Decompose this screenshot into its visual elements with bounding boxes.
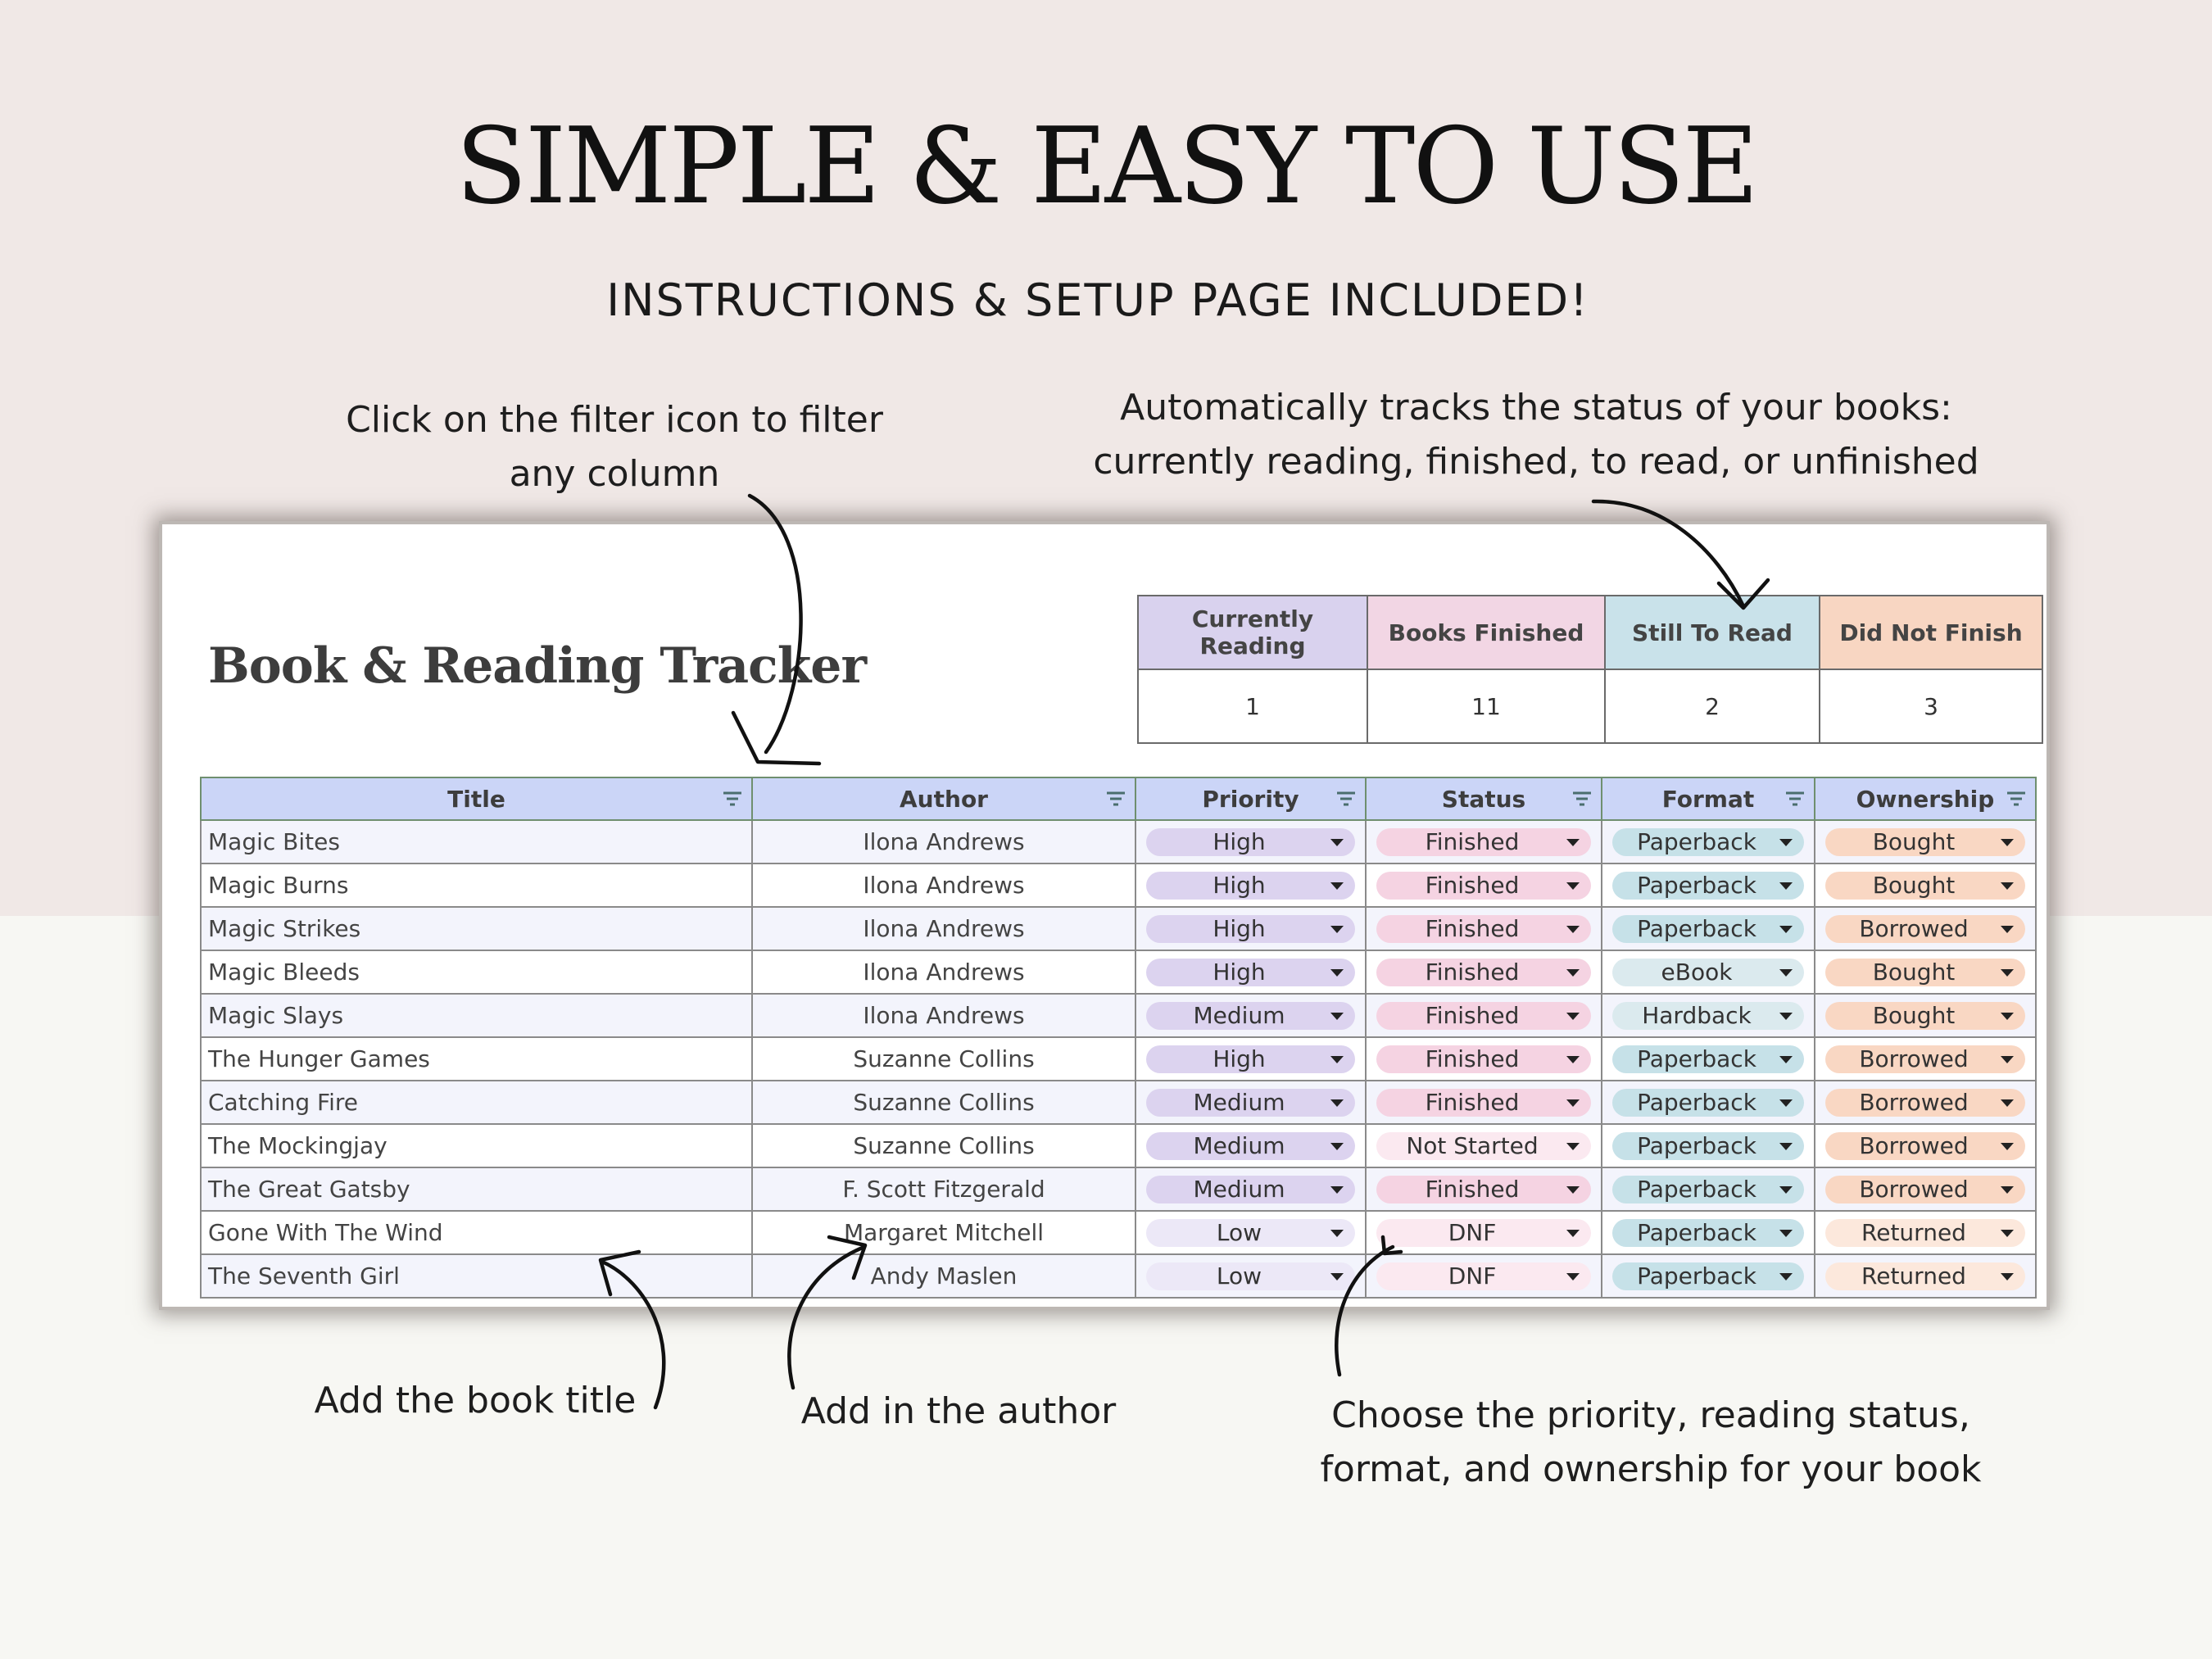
format-cell <box>1602 1167 1815 1211</box>
ownership-value: Returned <box>1861 1218 1966 1246</box>
format-value: Paperback <box>1637 1218 1756 1246</box>
ownership-cell <box>1815 994 2036 1037</box>
title-cell[interactable]: Magic Bites <box>201 820 752 863</box>
filter-annotation-line2: any column <box>509 453 720 495</box>
caret-down-icon <box>2001 926 2014 933</box>
priority-dropdown[interactable] <box>1146 959 1355 986</box>
priority-value: Low <box>1216 1218 1262 1246</box>
ownership-cell <box>1815 1211 2036 1254</box>
ownership-value: Bought <box>1872 871 1956 899</box>
author-cell[interactable]: F. Scott Fitzgerald <box>752 1167 1135 1211</box>
ownership-value: Borrowed <box>1859 1131 1969 1159</box>
caret-down-icon <box>1779 1186 1793 1194</box>
priority-value: High <box>1213 1045 1266 1072</box>
caret-down-icon <box>2001 969 2014 977</box>
table-row <box>201 863 2036 907</box>
priority-value: High <box>1213 827 1266 855</box>
priority-value: Medium <box>1193 1088 1285 1116</box>
caret-down-icon <box>2001 1273 2014 1281</box>
status-dropdown[interactable] <box>1376 1262 1591 1290</box>
ownership-value: Bought <box>1872 958 1956 986</box>
status-dropdown[interactable] <box>1376 1002 1591 1030</box>
ownership-dropdown[interactable] <box>1825 1002 2025 1030</box>
title-cell[interactable]: Magic Slays <box>201 994 752 1037</box>
caret-down-icon <box>1566 1056 1580 1063</box>
priority-cell <box>1135 1254 1366 1298</box>
author-cell[interactable]: Ilona Andrews <box>752 994 1135 1037</box>
ownership-cell <box>1815 1167 2036 1211</box>
choose-annotation-line1: Choose the priority, reading status, <box>1331 1394 1970 1436</box>
status-dropdown[interactable] <box>1376 959 1591 986</box>
format-dropdown[interactable] <box>1612 1089 1804 1117</box>
status-value: Finished <box>1425 958 1520 986</box>
status-value: Not Started <box>1406 1131 1539 1159</box>
format-value: Hardback <box>1642 1001 1752 1029</box>
table-row <box>201 994 2036 1037</box>
title-cell[interactable]: The Mockingjay <box>201 1124 752 1167</box>
format-value: Paperback <box>1637 1045 1756 1072</box>
status-cell <box>1366 994 1602 1037</box>
headline: SIMPLE & EASY TO USE <box>456 106 1756 228</box>
table-row <box>201 820 2036 863</box>
author-cell[interactable]: Suzanne Collins <box>752 1037 1135 1081</box>
format-value: Paperback <box>1637 1175 1756 1203</box>
title-cell[interactable]: The Hunger Games <box>201 1037 752 1081</box>
table-body <box>201 820 2036 1298</box>
priority-cell <box>1135 994 1366 1037</box>
table-row <box>201 1254 2036 1298</box>
status-value: Finished <box>1425 1175 1520 1203</box>
format-dropdown[interactable] <box>1612 1262 1804 1290</box>
summary-value-still-to-read: 2 <box>1605 669 1820 743</box>
priority-dropdown[interactable] <box>1146 1176 1355 1203</box>
format-cell <box>1602 1037 1815 1081</box>
format-value: Paperback <box>1637 1131 1756 1159</box>
summary-value-did-not-finish: 3 <box>1820 669 2042 743</box>
priority-dropdown[interactable] <box>1146 828 1355 856</box>
caret-down-icon <box>1779 926 1793 933</box>
priority-cell <box>1135 1211 1366 1254</box>
caret-down-icon <box>1779 969 1793 977</box>
priority-value: Medium <box>1193 1001 1285 1029</box>
format-dropdown[interactable] <box>1612 872 1804 900</box>
filter-icon[interactable] <box>1105 790 1126 808</box>
filter-icon[interactable] <box>2006 790 2027 808</box>
status-value: Finished <box>1425 1088 1520 1116</box>
caret-down-icon <box>1779 839 1793 846</box>
caret-down-icon <box>1330 1273 1344 1281</box>
ownership-value: Bought <box>1872 827 1956 855</box>
spreadsheet-panel <box>162 524 2047 1307</box>
column-header-priority <box>1135 777 1366 820</box>
book-table <box>200 777 2037 1299</box>
status-value: Finished <box>1425 871 1520 899</box>
table-row <box>201 950 2036 994</box>
status-cell <box>1366 1254 1602 1298</box>
caret-down-icon <box>1566 1099 1580 1107</box>
author-cell[interactable]: Ilona Andrews <box>752 950 1135 994</box>
format-value: Paperback <box>1637 1262 1756 1290</box>
status-cell <box>1366 820 1602 863</box>
ownership-cell <box>1815 1254 2036 1298</box>
table-row <box>201 1037 2036 1081</box>
caret-down-icon <box>1330 1013 1344 1020</box>
author-cell[interactable]: Ilona Andrews <box>752 907 1135 950</box>
priority-dropdown[interactable] <box>1146 1045 1355 1073</box>
format-dropdown[interactable] <box>1612 959 1804 986</box>
caret-down-icon <box>1330 839 1344 846</box>
filter-annotation <box>311 393 918 501</box>
priority-cell <box>1135 1037 1366 1081</box>
ownership-value: Borrowed <box>1859 914 1969 942</box>
summary-value-currently-reading: 1 <box>1138 669 1367 743</box>
format-cell <box>1602 820 1815 863</box>
format-cell <box>1602 863 1815 907</box>
ownership-cell <box>1815 950 2036 994</box>
filter-icon[interactable] <box>1335 790 1357 808</box>
status-cell <box>1366 907 1602 950</box>
format-value: Paperback <box>1637 1088 1756 1116</box>
title-cell[interactable]: Magic Bleeds <box>201 950 752 994</box>
title-cell[interactable]: The Great Gatsby <box>201 1167 752 1211</box>
filter-icon[interactable] <box>1571 790 1593 808</box>
priority-value: Low <box>1216 1262 1262 1290</box>
caret-down-icon <box>1330 1143 1344 1150</box>
status-dropdown[interactable] <box>1376 1176 1591 1203</box>
priority-dropdown[interactable] <box>1146 915 1355 943</box>
author-cell[interactable]: Suzanne Collins <box>752 1081 1135 1124</box>
summary-label-still-to-read: Still To Read <box>1605 596 1820 669</box>
priority-cell <box>1135 863 1366 907</box>
ownership-dropdown[interactable] <box>1825 1176 2025 1203</box>
caret-down-icon <box>1566 1186 1580 1194</box>
status-value: DNF <box>1448 1218 1497 1246</box>
summary-table <box>1137 595 2043 744</box>
status-dropdown[interactable] <box>1376 1045 1591 1073</box>
ownership-dropdown[interactable] <box>1825 915 2025 943</box>
priority-cell <box>1135 950 1366 994</box>
priority-dropdown[interactable] <box>1146 1002 1355 1030</box>
format-dropdown[interactable] <box>1612 1002 1804 1030</box>
priority-cell <box>1135 1167 1366 1211</box>
table-row <box>201 907 2036 950</box>
column-header-title <box>201 777 752 820</box>
author-cell[interactable]: Andy Maslen <box>752 1254 1135 1298</box>
status-value: Finished <box>1425 1045 1520 1072</box>
caret-down-icon <box>1566 1143 1580 1150</box>
table-header-row <box>201 777 2036 820</box>
format-cell <box>1602 1081 1815 1124</box>
priority-cell <box>1135 1124 1366 1167</box>
choose-annotation <box>1294 1389 2007 1497</box>
caret-down-icon <box>1330 1056 1344 1063</box>
subheadline: INSTRUCTIONS & SETUP PAGE INCLUDED! <box>606 274 1589 326</box>
priority-cell <box>1135 1081 1366 1124</box>
status-dropdown[interactable] <box>1376 828 1591 856</box>
caret-down-icon <box>1330 1186 1344 1194</box>
author-cell[interactable]: Ilona Andrews <box>752 863 1135 907</box>
author-cell[interactable]: Margaret Mitchell <box>752 1211 1135 1254</box>
ownership-cell <box>1815 907 2036 950</box>
caret-down-icon <box>1330 969 1344 977</box>
ownership-value: Bought <box>1872 1001 1956 1029</box>
status-cell <box>1366 1037 1602 1081</box>
priority-cell <box>1135 907 1366 950</box>
caret-down-icon <box>1330 882 1344 890</box>
table-row <box>201 1124 2036 1167</box>
status-cell <box>1366 863 1602 907</box>
author-cell[interactable]: Ilona Andrews <box>752 820 1135 863</box>
column-header-ownership <box>1815 777 2036 820</box>
column-header-label: Format <box>1661 785 1755 813</box>
status-annotation <box>1065 381 2007 489</box>
ownership-cell <box>1815 820 2036 863</box>
ownership-cell <box>1815 1124 2036 1167</box>
column-header-author <box>752 777 1135 820</box>
caret-down-icon <box>1566 926 1580 933</box>
title-annotation: Add the book title <box>314 1380 637 1421</box>
column-header-label: Author <box>900 785 988 813</box>
choose-annotation-line2: format, and ownership for your book <box>1320 1448 1982 1490</box>
format-cell <box>1602 907 1815 950</box>
column-header-label: Status <box>1441 785 1526 813</box>
priority-dropdown[interactable] <box>1146 1089 1355 1117</box>
status-dropdown[interactable] <box>1376 872 1591 900</box>
summary-label-currently-reading: Currently Reading <box>1138 596 1367 669</box>
status-cell <box>1366 1081 1602 1124</box>
format-dropdown[interactable] <box>1612 1219 1804 1247</box>
column-header-label: Title <box>447 785 505 813</box>
format-dropdown[interactable] <box>1612 828 1804 856</box>
format-cell <box>1602 994 1815 1037</box>
caret-down-icon <box>2001 1013 2014 1020</box>
ownership-dropdown[interactable] <box>1825 959 2025 986</box>
caret-down-icon <box>1566 969 1580 977</box>
column-header-label: Ownership <box>1856 785 1995 813</box>
priority-dropdown[interactable] <box>1146 1262 1355 1290</box>
table-row <box>201 1167 2036 1211</box>
author-cell[interactable]: Suzanne Collins <box>752 1124 1135 1167</box>
format-cell <box>1602 1254 1815 1298</box>
title-cell[interactable]: Gone With The Wind <box>201 1211 752 1254</box>
format-cell <box>1602 1124 1815 1167</box>
title-cell[interactable]: The Seventh Girl <box>201 1254 752 1298</box>
title-cell[interactable]: Magic Strikes <box>201 907 752 950</box>
ownership-dropdown[interactable] <box>1825 1089 2025 1117</box>
caret-down-icon <box>2001 1099 2014 1107</box>
format-value: Paperback <box>1637 914 1756 942</box>
ownership-cell <box>1815 1081 2036 1124</box>
format-dropdown[interactable] <box>1612 1045 1804 1073</box>
ownership-value: Borrowed <box>1859 1175 1969 1203</box>
ownership-value: Returned <box>1861 1262 1966 1290</box>
caret-down-icon <box>1779 1143 1793 1150</box>
status-cell <box>1366 1124 1602 1167</box>
priority-value: Medium <box>1193 1175 1285 1203</box>
priority-dropdown[interactable] <box>1146 1219 1355 1247</box>
status-dropdown[interactable] <box>1376 1089 1591 1117</box>
table-row <box>201 1081 2036 1124</box>
status-cell <box>1366 1167 1602 1211</box>
priority-dropdown[interactable] <box>1146 1132 1355 1160</box>
format-value: Paperback <box>1637 827 1756 855</box>
caret-down-icon <box>2001 1186 2014 1194</box>
title-cell[interactable]: Catching Fire <box>201 1081 752 1124</box>
format-dropdown[interactable] <box>1612 1132 1804 1160</box>
column-header-label: Priority <box>1202 785 1299 813</box>
format-value: Paperback <box>1637 871 1756 899</box>
caret-down-icon <box>1779 1099 1793 1107</box>
ownership-dropdown[interactable] <box>1825 1262 2025 1290</box>
status-cell <box>1366 950 1602 994</box>
caret-down-icon <box>1779 1013 1793 1020</box>
ownership-dropdown[interactable] <box>1825 1219 2025 1247</box>
caret-down-icon <box>2001 839 2014 846</box>
caret-down-icon <box>1779 1230 1793 1237</box>
priority-value: High <box>1213 871 1266 899</box>
title-cell[interactable]: Magic Burns <box>201 863 752 907</box>
format-value: eBook <box>1661 958 1733 986</box>
priority-value: High <box>1213 914 1266 942</box>
caret-down-icon <box>1330 926 1344 933</box>
ownership-dropdown[interactable] <box>1825 828 2025 856</box>
filter-annotation-line1: Click on the filter icon to filter <box>346 399 883 441</box>
status-dropdown[interactable] <box>1376 1219 1591 1247</box>
caret-down-icon <box>2001 882 2014 890</box>
ownership-dropdown[interactable] <box>1825 1045 2025 1073</box>
caret-down-icon <box>2001 1056 2014 1063</box>
caret-down-icon <box>1566 882 1580 890</box>
ownership-value: Borrowed <box>1859 1045 1969 1072</box>
status-value: Finished <box>1425 914 1520 942</box>
status-value: DNF <box>1448 1262 1497 1290</box>
priority-value: Medium <box>1193 1131 1285 1159</box>
ownership-cell <box>1815 863 2036 907</box>
column-header-status <box>1366 777 1602 820</box>
ownership-dropdown[interactable] <box>1825 1132 2025 1160</box>
status-value: Finished <box>1425 827 1520 855</box>
ownership-value: Borrowed <box>1859 1088 1969 1116</box>
summary-label-did-not-finish: Did Not Finish <box>1820 596 2042 669</box>
priority-value: High <box>1213 958 1266 986</box>
priority-cell <box>1135 820 1366 863</box>
caret-down-icon <box>1566 1013 1580 1020</box>
status-annotation-line1: Automatically tracks the status of your books: <box>1120 387 1952 428</box>
author-annotation: Add in the author <box>800 1390 1117 1432</box>
format-cell <box>1602 1211 1815 1254</box>
sheet-title: Book & Reading Tracker <box>208 637 867 695</box>
filter-icon[interactable] <box>722 790 743 808</box>
caret-down-icon <box>1779 1273 1793 1281</box>
status-annotation-line2: currently reading, finished, to read, or unfinished <box>1093 441 1979 483</box>
caret-down-icon <box>1779 882 1793 890</box>
summary-label-books-finished: Books Finished <box>1367 596 1605 669</box>
status-value: Finished <box>1425 1001 1520 1029</box>
status-cell <box>1366 1211 1602 1254</box>
summary-value-books-finished: 11 <box>1367 669 1605 743</box>
format-dropdown[interactable] <box>1612 915 1804 943</box>
caret-down-icon <box>1330 1099 1344 1107</box>
format-cell <box>1602 950 1815 994</box>
table-row <box>201 1211 2036 1254</box>
status-dropdown[interactable] <box>1376 915 1591 943</box>
caret-down-icon <box>1566 839 1580 846</box>
caret-down-icon <box>2001 1230 2014 1237</box>
caret-down-icon <box>1566 1230 1580 1237</box>
priority-dropdown[interactable] <box>1146 872 1355 900</box>
ownership-dropdown[interactable] <box>1825 872 2025 900</box>
column-header-format <box>1602 777 1815 820</box>
status-dropdown[interactable] <box>1376 1132 1591 1160</box>
caret-down-icon <box>1330 1230 1344 1237</box>
format-dropdown[interactable] <box>1612 1176 1804 1203</box>
caret-down-icon <box>1566 1273 1580 1281</box>
caret-down-icon <box>1779 1056 1793 1063</box>
caret-down-icon <box>2001 1143 2014 1150</box>
filter-icon[interactable] <box>1784 790 1806 808</box>
ownership-cell <box>1815 1037 2036 1081</box>
